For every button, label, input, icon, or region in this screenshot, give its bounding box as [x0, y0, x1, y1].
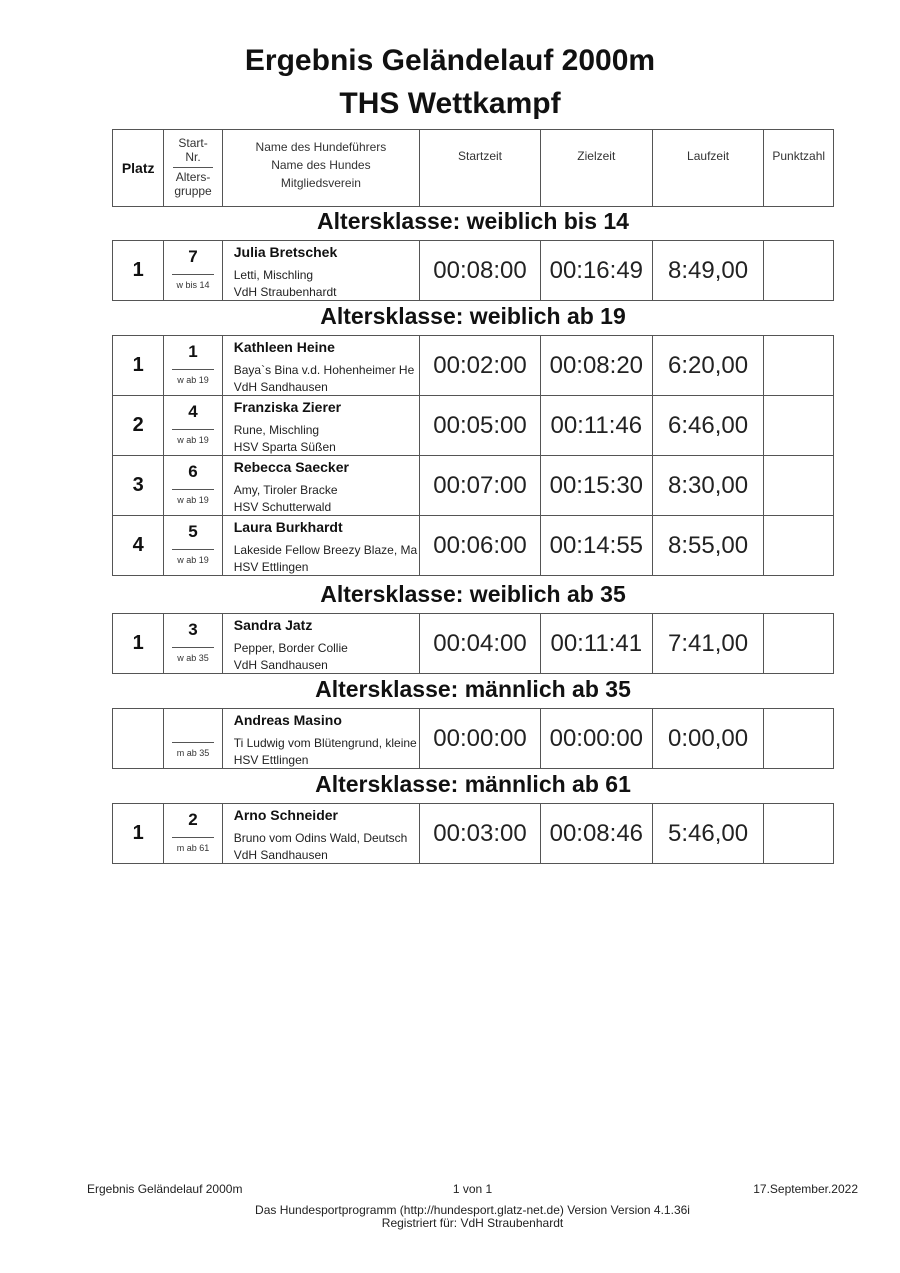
start-number: 6: [188, 462, 198, 481]
start-time: 00:02:00: [420, 336, 541, 396]
dog-name: Bruno vom Odins Wald, Deutsch: [233, 831, 408, 845]
dog-name: Amy, Tiroler Bracke: [233, 483, 338, 497]
club-name: VdH Sandhausen: [233, 658, 328, 672]
section-title: Altersklasse: männlich ab 61: [315, 771, 631, 797]
club-name: HSV Schutterwald: [233, 500, 332, 514]
points: [764, 241, 834, 301]
header-startzeit: Startzeit: [420, 130, 541, 207]
start-number: 2: [188, 810, 198, 829]
start-cell: [164, 804, 222, 864]
header-age-group: Alters- gruppe: [174, 170, 212, 198]
age-group: w ab 19: [177, 495, 209, 505]
footer-program: Das Hundesportprogramm (http://hundesport.glatz-net.de) Version Version 4.1.36i: [255, 1203, 690, 1217]
section-title: Altersklasse: weiblich ab 35: [320, 581, 626, 607]
start-divider: [172, 489, 214, 490]
handler-name: Andreas Masino: [233, 712, 342, 728]
table-row: [113, 516, 834, 576]
start-cell: [164, 456, 222, 516]
club-name: VdH Sandhausen: [233, 380, 328, 394]
start-cell: [164, 516, 222, 576]
footer-page: 1 von 1: [452, 1182, 493, 1196]
finish-time: 00:08:46: [540, 804, 652, 864]
start-time: 00:07:00: [420, 456, 541, 516]
header-punktzahl: Punktzahl: [764, 130, 834, 207]
rank: 2: [113, 396, 164, 456]
participant-cell: [222, 241, 419, 301]
participant-cell: [222, 614, 419, 674]
dog-name: Letti, Mischling: [233, 268, 314, 282]
rank: 3: [113, 456, 164, 516]
rank: 1: [113, 336, 164, 396]
table-row: [113, 396, 834, 456]
age-group: w bis 14: [176, 280, 210, 290]
dog-name: Ti Ludwig vom Blütengrund, kleine: [233, 736, 417, 750]
age-group: m ab 35: [176, 748, 210, 758]
results-table: [112, 240, 834, 301]
start-time: 00:06:00: [420, 516, 541, 576]
table-row: [113, 709, 834, 769]
start-divider: [172, 274, 214, 275]
handler-name: Laura Burkhardt: [233, 519, 343, 535]
results-table: [112, 335, 834, 576]
age-group: w ab 19: [177, 435, 209, 445]
run-time: 7:41,00: [652, 614, 764, 674]
results-table: [112, 613, 834, 674]
rank: 1: [113, 614, 164, 674]
dog-name: Lakeside Fellow Breezy Blaze, Ma: [233, 543, 418, 557]
rank: 4: [113, 516, 164, 576]
age-group: w ab 19: [177, 555, 209, 565]
start-cell: [164, 241, 222, 301]
start-number: 1: [188, 342, 198, 361]
start-divider: [172, 369, 214, 370]
start-cell: [164, 614, 222, 674]
handler-name: Arno Schneider: [233, 807, 338, 823]
handler-name: Rebecca Saecker: [233, 459, 349, 475]
participant-cell: [222, 516, 419, 576]
run-time: 6:20,00: [652, 336, 764, 396]
page-title: Ergebnis Geländelauf 2000m: [244, 44, 656, 77]
page-subtitle: THS Wettkampf: [339, 87, 561, 120]
club-name: HSV Ettlingen: [233, 560, 309, 574]
points: [764, 456, 834, 516]
rank: 1: [113, 804, 164, 864]
points: [764, 516, 834, 576]
header-name: Name des Hundeführers Name des Hundes Mitgliedsverein: [222, 130, 419, 207]
handler-name: Julia Bretschek: [233, 244, 338, 260]
participant-cell: [222, 396, 419, 456]
handler-name: Kathleen Heine: [233, 339, 335, 355]
participant-cell: [222, 336, 419, 396]
participant-cell: [222, 804, 419, 864]
start-number: 3: [188, 620, 198, 639]
run-time: 8:49,00: [652, 241, 764, 301]
age-group: w ab 19: [177, 375, 209, 385]
age-group: m ab 61: [176, 843, 210, 853]
club-name: HSV Sparta Süßen: [233, 440, 336, 454]
start-time: 00:03:00: [420, 804, 541, 864]
start-cell: [164, 336, 222, 396]
rank: [113, 709, 164, 769]
table-row: [113, 456, 834, 516]
start-time: 00:05:00: [420, 396, 541, 456]
points: [764, 336, 834, 396]
run-time: 5:46,00: [652, 804, 764, 864]
start-number: 4: [188, 402, 198, 421]
finish-time: 00:15:30: [540, 456, 652, 516]
header-start-nr-cell: [164, 130, 222, 207]
age-group: w ab 35: [177, 653, 209, 663]
section-title: Altersklasse: weiblich bis 14: [317, 208, 629, 234]
start-divider: [172, 647, 214, 648]
footer-registered: Registriert für: VdH Straubenhardt: [381, 1216, 564, 1230]
finish-time: 00:14:55: [540, 516, 652, 576]
handler-name: Sandra Jatz: [233, 617, 313, 633]
finish-time: 00:11:41: [540, 614, 652, 674]
club-name: VdH Straubenhardt: [233, 285, 337, 299]
section-title: Altersklasse: weiblich ab 19: [320, 303, 626, 329]
table-row: [113, 804, 834, 864]
start-time: 00:08:00: [420, 241, 541, 301]
start-divider: [172, 837, 214, 838]
rank: 1: [113, 241, 164, 301]
column-header-table: [112, 129, 834, 207]
start-divider: [172, 549, 214, 550]
run-time: 0:00,00: [652, 709, 764, 769]
start-time: 00:00:00: [420, 709, 541, 769]
participant-cell: [222, 456, 419, 516]
table-row: [113, 336, 834, 396]
finish-time: 00:00:00: [540, 709, 652, 769]
section-title: Altersklasse: männlich ab 35: [315, 676, 631, 702]
footer-date: 17.September.2022: [753, 1182, 858, 1196]
results-table: [112, 803, 834, 864]
dog-name: Pepper, Border Collie: [233, 641, 348, 655]
club-name: HSV Ettlingen: [233, 753, 309, 767]
dog-name: Baya`s Bina v.d. Hohenheimer He: [233, 363, 415, 377]
header-laufzeit: Laufzeit: [652, 130, 764, 207]
header-divider: [173, 167, 213, 168]
points: [764, 709, 834, 769]
points: [764, 396, 834, 456]
start-divider: [172, 429, 214, 430]
start-number: 7: [188, 247, 198, 266]
start-divider: [172, 742, 214, 743]
start-cell: [164, 396, 222, 456]
start-time: 00:04:00: [420, 614, 541, 674]
handler-name: Franziska Zierer: [233, 399, 342, 415]
run-time: 8:55,00: [652, 516, 764, 576]
table-row: [113, 241, 834, 301]
header-platz: Platz: [113, 130, 164, 207]
participant-cell: [222, 709, 419, 769]
finish-time: 00:08:20: [540, 336, 652, 396]
finish-time: 00:16:49: [540, 241, 652, 301]
club-name: VdH Sandhausen: [233, 848, 328, 862]
results-table: [112, 708, 834, 769]
finish-time: 00:11:46: [540, 396, 652, 456]
footer-left: Ergebnis Geländelauf 2000m: [87, 1182, 243, 1196]
dog-name: Rune, Mischling: [233, 423, 320, 437]
points: [764, 614, 834, 674]
points: [764, 804, 834, 864]
table-row: [113, 614, 834, 674]
header-start-nr: Start- Nr.: [178, 136, 208, 164]
run-time: 6:46,00: [652, 396, 764, 456]
run-time: 8:30,00: [652, 456, 764, 516]
start-number: 5: [188, 522, 198, 541]
start-cell: [164, 709, 222, 769]
header-zielzeit: Zielzeit: [540, 130, 652, 207]
